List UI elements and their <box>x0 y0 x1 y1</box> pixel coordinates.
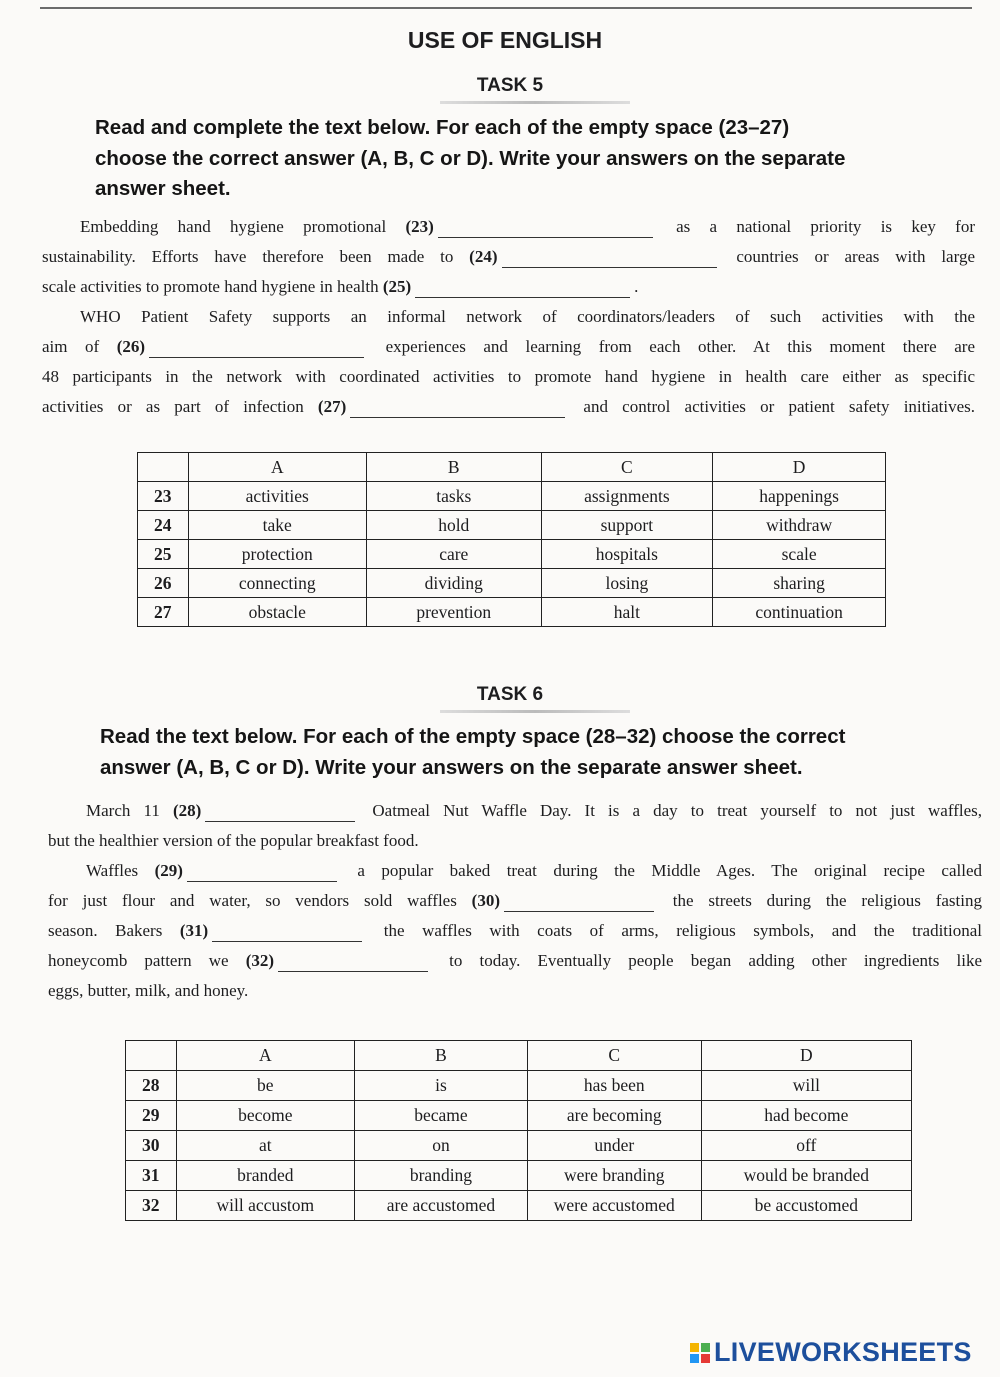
option-B: tasks <box>367 482 542 511</box>
text-segment: scale activities to promote hand hygiene in health <box>42 277 383 296</box>
gap-number: (28) <box>172 801 202 820</box>
text-line <box>42 242 975 272</box>
title-underline <box>440 710 630 713</box>
column-header: A <box>176 1041 355 1071</box>
option-C: has been <box>527 1071 701 1101</box>
option-A: take <box>188 511 366 540</box>
option-B: prevention <box>367 598 542 627</box>
table-row <box>126 1191 912 1221</box>
option-B: dividing <box>367 569 542 598</box>
instruction-line: Read and complete the text below. For each of the empty space (23–27) <box>95 116 790 139</box>
logo-text: LIVEWORKSHEETS <box>714 1337 972 1367</box>
text-segment: but the healthier version of the popular breakfast food. <box>48 831 419 850</box>
column-header: D <box>713 453 886 482</box>
text-segment: . <box>634 277 639 296</box>
column-header: B <box>355 1041 528 1071</box>
text-line <box>48 916 982 946</box>
table-row <box>126 1101 912 1131</box>
question-number: 30 <box>126 1131 177 1161</box>
column-header <box>126 1041 177 1071</box>
option-A: activities <box>188 482 366 511</box>
answer-blank-24[interactable] <box>502 249 717 268</box>
question-number: 26 <box>138 569 189 598</box>
option-A: at <box>176 1131 355 1161</box>
text-segment: activities or as part of infection <box>42 397 318 416</box>
option-C: losing <box>541 569 713 598</box>
instruction-line: answer (A, B, C or D). Write your answers on the separate answer sheet. <box>100 755 803 779</box>
gap-number: (32) <box>245 951 275 970</box>
text-segment: experiences and learning from each other. At this moment there are <box>368 337 976 356</box>
question-number: 32 <box>126 1191 177 1221</box>
column-header <box>138 453 189 482</box>
text-segment: as a national priority is key for <box>656 217 975 236</box>
answer-blank-27[interactable] <box>350 399 565 418</box>
table-row <box>138 511 886 540</box>
text-segment: Waffles <box>86 861 155 880</box>
table-header-row <box>138 453 886 482</box>
task6-options-table <box>125 1040 912 1221</box>
instruction-line: answer sheet. <box>95 177 231 200</box>
table-row <box>126 1161 912 1191</box>
column-header: D <box>701 1041 911 1071</box>
option-A: will accustom <box>176 1191 355 1221</box>
gap-number: (25) <box>382 277 412 296</box>
answer-blank-30[interactable] <box>504 893 654 912</box>
task5-title <box>440 75 580 104</box>
answer-blank-23[interactable] <box>438 219 653 238</box>
column-header: C <box>527 1041 701 1071</box>
text-line <box>48 826 982 856</box>
option-D: be accustomed <box>701 1191 911 1221</box>
question-number: 31 <box>126 1161 177 1191</box>
text-segment: Oatmeal Nut Waffle Day. It is a day to treat yourself to not just waffles, <box>359 801 982 820</box>
option-D: continuation <box>713 598 886 627</box>
option-D: withdraw <box>713 511 886 540</box>
text-line <box>48 946 982 976</box>
question-number: 27 <box>138 598 189 627</box>
text-line <box>42 302 975 332</box>
option-D: had become <box>701 1101 911 1131</box>
option-C: halt <box>541 598 713 627</box>
answer-blank-31[interactable] <box>212 923 362 942</box>
gap-number: (31) <box>179 921 209 940</box>
gap-number: (26) <box>116 337 146 356</box>
text-segment: March 11 <box>86 801 173 820</box>
text-line <box>42 212 975 242</box>
task5-title-text: TASK 5 <box>476 75 544 96</box>
option-C: assignments <box>541 482 713 511</box>
table-row <box>138 540 886 569</box>
text-line <box>42 272 975 302</box>
option-C: hospitals <box>541 540 713 569</box>
gap-number: (24) <box>469 247 498 266</box>
text-segment: WHO Patient Safety supports an informal network of coordinators/leaders of such activities with the <box>80 307 975 326</box>
text-segment: aim of <box>42 337 117 356</box>
gap-number: (23) <box>405 217 434 236</box>
question-number: 28 <box>126 1071 177 1101</box>
table-row <box>126 1071 912 1101</box>
option-A: connecting <box>188 569 366 598</box>
option-D: happenings <box>713 482 886 511</box>
question-number: 23 <box>138 482 189 511</box>
option-C: are becoming <box>527 1101 701 1131</box>
page-heading: USE OF ENGLISH <box>407 27 603 53</box>
column-header: B <box>367 453 542 482</box>
option-B: became <box>355 1101 528 1131</box>
text-segment: honeycomb pattern we <box>48 951 246 970</box>
text-segment: a popular baked treat during the Middle Ages. The original recipe called <box>340 861 982 880</box>
question-number: 25 <box>138 540 189 569</box>
text-line <box>42 362 975 392</box>
option-B: is <box>355 1071 528 1101</box>
task6-title-text: TASK 6 <box>476 684 544 705</box>
task6-title <box>440 684 580 713</box>
question-number: 24 <box>138 511 189 540</box>
answer-blank-26[interactable] <box>149 339 364 358</box>
option-A: obstacle <box>188 598 366 627</box>
option-A: branded <box>176 1161 355 1191</box>
text-segment: for just flour and water, so vendors sold waffles <box>48 891 472 910</box>
option-D: scale <box>713 540 886 569</box>
option-C: support <box>541 511 713 540</box>
text-line <box>48 856 982 886</box>
option-B: on <box>355 1131 528 1161</box>
instruction-line: choose the correct answer (A, B, C or D). Write your answers on the separate <box>95 146 846 170</box>
text-line <box>48 976 982 1006</box>
option-C: were branding <box>527 1161 701 1191</box>
task5-text <box>42 212 975 422</box>
option-D: off <box>701 1131 911 1161</box>
text-segment: the waffles with coats of arms, religious symbols, and the traditional <box>366 921 983 940</box>
text-segment: sustainability. Efforts have therefore been made to <box>42 247 470 266</box>
task5-options-table <box>137 452 886 627</box>
column-header: A <box>188 453 366 482</box>
text-line <box>48 796 982 826</box>
question-number: 29 <box>126 1101 177 1131</box>
option-A: protection <box>188 540 366 569</box>
option-C: were accustomed <box>527 1191 701 1221</box>
option-D: will <box>701 1071 911 1101</box>
option-B: hold <box>367 511 542 540</box>
top-rule <box>40 7 972 9</box>
title-underline <box>440 101 630 104</box>
task6-instructions <box>100 722 845 783</box>
text-segment: Embedding hand hygiene promotional <box>80 217 406 236</box>
option-C: under <box>527 1131 701 1161</box>
answer-blank-25[interactable] <box>415 279 630 298</box>
gap-number: (29) <box>154 861 183 880</box>
text-segment: countries or areas with large <box>720 247 975 266</box>
gap-number: (30) <box>471 891 500 910</box>
option-B: are accustomed <box>355 1191 528 1221</box>
text-line <box>42 332 975 362</box>
logo-squares-icon <box>690 1343 710 1363</box>
text-line <box>42 392 975 422</box>
table-header-row <box>126 1041 912 1071</box>
text-line <box>48 886 982 916</box>
answer-blank-29[interactable] <box>187 863 337 882</box>
table-row <box>138 598 886 627</box>
task6-text <box>48 796 982 1006</box>
table-row <box>126 1131 912 1161</box>
option-A: become <box>176 1101 355 1131</box>
text-segment: 48 participants in the network with coordinated activities to promote hand hygiene in health care either as specific <box>42 367 975 386</box>
text-segment: the streets during the religious fasting <box>657 891 982 910</box>
option-B: branding <box>355 1161 528 1191</box>
option-D: would be branded <box>701 1161 911 1191</box>
table-row <box>138 569 886 598</box>
answer-blank-32[interactable] <box>278 953 428 972</box>
liveworksheets-logo <box>690 1337 972 1368</box>
answer-blank-28[interactable] <box>205 803 355 822</box>
option-B: care <box>367 540 542 569</box>
option-A: be <box>176 1071 355 1101</box>
text-segment: season. Bakers <box>48 921 180 940</box>
text-segment: to today. Eventually people began adding other ingredients like <box>432 951 982 970</box>
option-D: sharing <box>713 569 886 598</box>
text-segment: and control activities or patient safety initiatives. <box>569 397 976 416</box>
column-header: C <box>541 453 713 482</box>
gap-number: (27) <box>317 397 347 416</box>
instruction-line: Read the text below. For each of the empty space (28–32) choose the correct <box>100 725 846 748</box>
text-segment: eggs, butter, milk, and honey. <box>48 981 249 1000</box>
task5-instructions <box>95 113 845 205</box>
table-row <box>138 482 886 511</box>
